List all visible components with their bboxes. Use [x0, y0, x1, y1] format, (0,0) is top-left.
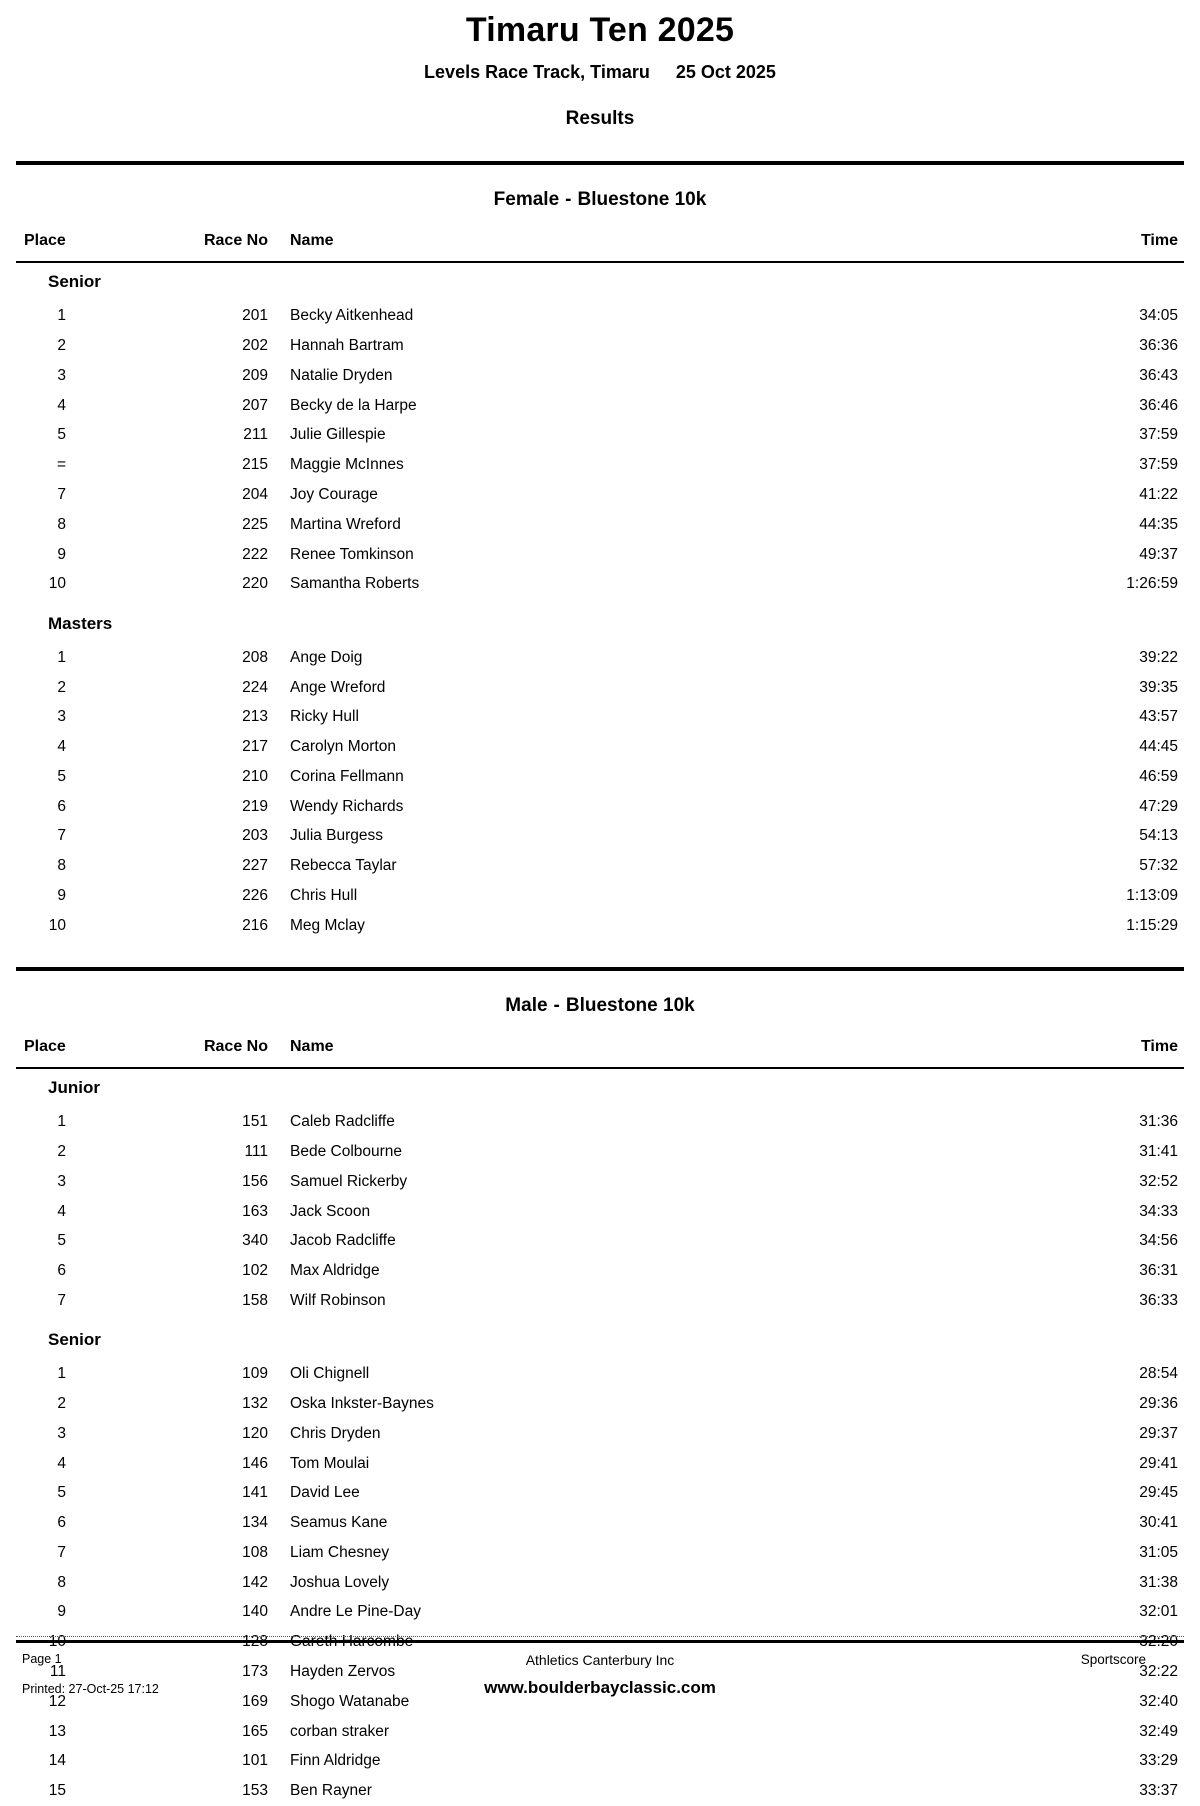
table-row — [16, 1419, 1184, 1449]
cell-time: 57:32 — [1139, 857, 1178, 875]
cell-race-no: 102 — [242, 1262, 268, 1280]
cell-name: Seamus Kane — [290, 1514, 388, 1532]
cell-time: 33:29 — [1139, 1752, 1178, 1770]
grade-label: Senior — [48, 1330, 101, 1350]
grade-heading-row — [16, 1069, 1184, 1108]
page-title: Timaru Ten 2025 — [465, 11, 735, 49]
cell-race-no: 134 — [242, 1514, 268, 1532]
table-row — [16, 421, 1184, 451]
table-row — [16, 1167, 1184, 1197]
cell-place: 3 — [57, 708, 66, 726]
column-header-name: Name — [290, 231, 334, 249]
cell-name: Chris Hull — [290, 887, 358, 905]
table-row — [16, 332, 1184, 362]
cell-name: Oli Chignell — [290, 1365, 370, 1383]
page-footer — [16, 1636, 1184, 1714]
table-row — [16, 762, 1184, 792]
cell-place: 4 — [57, 1202, 66, 1220]
grade-label: Senior — [48, 272, 101, 292]
cell-name: Samuel Rickerby — [290, 1172, 408, 1190]
cell-time: 29:37 — [1139, 1424, 1178, 1442]
table-row — [16, 822, 1184, 852]
cell-name: Joshua Lovely — [290, 1573, 390, 1591]
cell-name: Martina Wreford — [290, 515, 401, 533]
cell-time: 49:37 — [1139, 545, 1178, 563]
grade-label: Junior — [48, 1077, 100, 1097]
cell-time: 32:40 — [1139, 1692, 1178, 1710]
cell-place: 7 — [57, 486, 66, 504]
section-title-dash: - — [565, 189, 572, 211]
cell-race-no: 216 — [242, 916, 268, 934]
table-row — [16, 361, 1184, 391]
table-row — [16, 792, 1184, 822]
venue-date-line — [16, 62, 1184, 84]
cell-name: Liam Chesney — [290, 1543, 390, 1561]
cell-race-no: 151 — [242, 1113, 268, 1131]
cell-race-no: 222 — [242, 545, 268, 563]
document-masthead — [16, 0, 1184, 131]
cell-time: 36:33 — [1139, 1291, 1178, 1309]
cell-name: Max Aldridge — [290, 1262, 380, 1280]
cell-time: 31:41 — [1139, 1142, 1178, 1160]
cell-place: 11 — [49, 1663, 66, 1681]
cell-place: 2 — [57, 678, 66, 696]
cell-name: Maggie McInnes — [290, 456, 404, 474]
cell-place: 3 — [57, 366, 66, 384]
table-row — [16, 1538, 1184, 1568]
cell-time: 36:43 — [1139, 366, 1178, 384]
table-row — [16, 302, 1184, 332]
cell-name: Finn Aldridge — [290, 1752, 381, 1770]
cell-place: 9 — [57, 1603, 66, 1621]
column-header-name: Name — [290, 1037, 334, 1055]
cell-race-no: 169 — [242, 1692, 268, 1710]
cell-place: 7 — [57, 827, 66, 845]
footer-dotted-divider — [16, 1636, 1184, 1637]
table-row — [16, 1360, 1184, 1390]
cell-place: 5 — [57, 1232, 66, 1250]
cell-name: Ricky Hull — [290, 708, 359, 726]
cell-place: 7 — [57, 1291, 66, 1309]
table-row — [16, 451, 1184, 481]
cell-time: 34:56 — [1139, 1232, 1178, 1250]
cell-place: 15 — [48, 1782, 66, 1800]
cell-name: Carolyn Morton — [290, 738, 396, 756]
cell-race-no: 140 — [242, 1603, 268, 1621]
cell-time: 36:36 — [1139, 337, 1178, 355]
cell-place: 5 — [57, 1484, 66, 1502]
cell-place: 4 — [57, 738, 66, 756]
table-row — [16, 510, 1184, 540]
cell-race-no: 120 — [242, 1424, 268, 1442]
table-row — [16, 1747, 1184, 1777]
cell-place: = — [56, 456, 66, 474]
cell-race-no: 219 — [242, 797, 268, 815]
column-header-race-no: Race No — [203, 1037, 268, 1055]
cell-race-no: 207 — [242, 396, 268, 414]
cell-name: Ange Doig — [290, 648, 363, 666]
cell-place: 6 — [57, 1514, 66, 1532]
grade-heading-row — [16, 600, 1184, 644]
cell-place: 12 — [48, 1692, 66, 1710]
column-header-time: Time — [1140, 231, 1178, 249]
cell-name: Chris Dryden — [290, 1424, 381, 1442]
cell-race-no: 224 — [242, 678, 268, 696]
cell-name: Becky Aitkenhead — [290, 307, 414, 325]
table-row — [16, 1137, 1184, 1167]
table-row — [16, 480, 1184, 510]
cell-race-no: 340 — [242, 1232, 268, 1250]
cell-race-no: 211 — [243, 426, 268, 444]
cell-race-no: 210 — [242, 767, 268, 785]
website-url: www.boulderbayclassic.com — [484, 1678, 716, 1697]
cell-name: Julie Gillespie — [290, 426, 386, 444]
cell-race-no: 215 — [242, 456, 268, 474]
cell-name: corban straker — [290, 1722, 390, 1740]
table-row — [16, 540, 1184, 570]
section-title — [16, 995, 1184, 1018]
results-sections — [16, 189, 1184, 1806]
cell-time: 44:35 — [1139, 515, 1178, 533]
table-row — [16, 570, 1184, 600]
cell-time: 41:22 — [1139, 486, 1178, 504]
venue-label: Levels Race Track, Timaru — [424, 61, 650, 82]
cell-time: 39:22 — [1139, 648, 1178, 666]
cell-place: 7 — [57, 1543, 66, 1561]
cell-place: 5 — [57, 426, 66, 444]
organisation-name: Athletics Canterbury Inc — [525, 1652, 675, 1668]
cell-race-no: 158 — [242, 1291, 268, 1309]
cell-time: 43:57 — [1139, 708, 1178, 726]
printed-timestamp: Printed: 27-Oct-25 17:12 — [22, 1682, 159, 1696]
cell-name: Wilf Robinson — [290, 1291, 386, 1309]
cell-race-no: 163 — [242, 1202, 268, 1220]
cell-race-no: 208 — [242, 648, 268, 666]
cell-time: 34:05 — [1139, 307, 1178, 325]
cell-time: 31:38 — [1139, 1573, 1178, 1591]
section-event: Bluestone 10k — [565, 994, 695, 1016]
cell-time: 54:13 — [1139, 827, 1178, 845]
table-row — [16, 1568, 1184, 1598]
cell-name: Renee Tomkinson — [290, 545, 414, 563]
cell-race-no: 202 — [242, 337, 268, 355]
software-vendor: Sportscore — [1080, 1652, 1146, 1667]
cell-place: 6 — [57, 797, 66, 815]
grade-heading-row — [16, 1316, 1184, 1360]
cell-name: Hayden Zervos — [290, 1663, 396, 1681]
cell-name: David Lee — [290, 1484, 360, 1502]
cell-name: Becky de la Harpe — [290, 396, 417, 414]
grade-heading-row — [16, 263, 1184, 302]
cell-time: 47:29 — [1139, 797, 1178, 815]
cell-name: Wendy Richards — [290, 797, 404, 815]
cell-race-no: 225 — [242, 515, 268, 533]
cell-name: Meg Mclay — [290, 916, 365, 934]
cell-time: 32:22 — [1139, 1663, 1178, 1681]
cell-race-no: 156 — [242, 1172, 268, 1190]
cell-race-no: 213 — [242, 708, 268, 726]
section-gender: Male — [505, 994, 548, 1016]
cell-place: 5 — [57, 767, 66, 785]
cell-name: Oska Inkster-Baynes — [290, 1395, 434, 1412]
cell-place: 2 — [57, 1395, 66, 1412]
cell-race-no: 132 — [242, 1395, 268, 1412]
cell-time: 44:45 — [1139, 738, 1178, 756]
results-table — [16, 231, 1184, 256]
cell-time: 1:26:59 — [1126, 575, 1178, 593]
cell-name: Joy Courage — [290, 486, 378, 504]
cell-time: 1:15:29 — [1126, 916, 1178, 934]
cell-race-no: 203 — [242, 827, 268, 845]
table-row — [16, 673, 1184, 703]
cell-name: Caleb Radcliffe — [290, 1113, 395, 1131]
cell-name: Shogo Watanabe — [290, 1692, 410, 1710]
grade-label: Masters — [48, 613, 113, 633]
cell-place: 8 — [57, 857, 66, 875]
cell-race-no: 220 — [242, 575, 268, 593]
table-row — [16, 1256, 1184, 1286]
cell-race-no: 173 — [242, 1663, 268, 1681]
cell-time: 36:46 — [1139, 396, 1178, 414]
table-row — [16, 703, 1184, 733]
cell-race-no: 141 — [242, 1484, 268, 1502]
results-body-table — [16, 263, 1184, 941]
table-row — [16, 733, 1184, 763]
page-number: Page 1 — [22, 1652, 62, 1666]
cell-time: 34:33 — [1139, 1202, 1178, 1220]
cell-name: Andre Le Pine-Day — [290, 1603, 421, 1621]
table-row — [16, 391, 1184, 421]
cell-race-no: 217 — [242, 738, 268, 756]
section-title-dash: - — [553, 994, 560, 1016]
cell-place: 8 — [57, 1573, 66, 1591]
cell-place: 9 — [57, 545, 66, 563]
cell-name: Ben Rayner — [290, 1782, 372, 1800]
cell-place: 10 — [48, 575, 66, 593]
cell-name: Gareth Harcombe — [290, 1633, 414, 1651]
cell-time: 31:05 — [1139, 1543, 1178, 1561]
cell-time: 31:36 — [1139, 1113, 1178, 1131]
cell-place: 8 — [57, 515, 66, 533]
cell-time: 37:59 — [1139, 426, 1178, 444]
cell-time: 37:59 — [1139, 456, 1178, 474]
table-header-row — [16, 231, 1184, 256]
cell-place: 1 — [57, 307, 66, 325]
column-header-race-no: Race No — [203, 231, 268, 249]
cell-race-no: 226 — [242, 887, 268, 905]
column-header-place: Place — [24, 231, 66, 249]
cell-place: 1 — [57, 648, 66, 666]
cell-time: 1:13:09 — [1126, 887, 1178, 905]
footer-divider — [16, 1640, 1184, 1643]
section-divider — [16, 967, 1184, 971]
cell-time: 32:52 — [1139, 1172, 1178, 1190]
cell-time: 46:59 — [1139, 767, 1178, 785]
cell-time: 33:37 — [1139, 1782, 1178, 1800]
cell-name: Natalie Dryden — [290, 366, 393, 384]
table-row — [16, 1509, 1184, 1539]
table-row — [16, 1286, 1184, 1316]
cell-place: 14 — [48, 1752, 66, 1770]
results-table — [16, 1037, 1184, 1062]
column-header-place: Place — [24, 1037, 66, 1055]
table-row — [16, 1717, 1184, 1747]
cell-time: 29:41 — [1139, 1454, 1178, 1472]
cell-time: 30:41 — [1139, 1514, 1178, 1532]
cell-place: 4 — [57, 396, 66, 414]
cell-place: 2 — [57, 337, 66, 355]
table-row — [16, 1479, 1184, 1509]
cell-race-no: 227 — [242, 857, 268, 875]
cell-race-no: 108 — [242, 1543, 268, 1561]
cell-time: 32:20 — [1139, 1633, 1178, 1651]
document-type-label: Results — [565, 108, 635, 130]
cell-place: 9 — [57, 887, 66, 905]
cell-place: 10 — [48, 1633, 66, 1651]
cell-race-no: 153 — [242, 1782, 268, 1800]
cell-time: 39:35 — [1139, 678, 1178, 696]
cell-name: Corina Fellmann — [290, 767, 404, 785]
footer-content — [16, 1652, 1184, 1714]
table-row — [16, 1227, 1184, 1257]
table-row — [16, 911, 1184, 941]
table-row — [16, 643, 1184, 673]
cell-race-no: 109 — [242, 1365, 268, 1383]
cell-place: 6 — [57, 1262, 66, 1280]
cell-race-no: 146 — [242, 1454, 268, 1472]
cell-place: 3 — [57, 1424, 66, 1442]
cell-place: 10 — [48, 916, 66, 934]
table-row — [16, 1108, 1184, 1138]
cell-name: Hannah Bartram — [290, 337, 404, 355]
masthead-divider — [16, 161, 1184, 165]
table-header-row — [16, 1037, 1184, 1062]
table-row — [16, 1777, 1184, 1806]
cell-name: Julia Burgess — [290, 827, 384, 845]
cell-name: Jack Scoon — [290, 1202, 371, 1220]
cell-place: 2 — [57, 1142, 66, 1160]
cell-time: 29:45 — [1139, 1484, 1178, 1502]
cell-place: 1 — [57, 1113, 66, 1131]
cell-name: Samantha Roberts — [290, 575, 420, 593]
cell-race-no: 201 — [242, 307, 268, 325]
cell-race-no: 209 — [242, 366, 268, 384]
table-row — [16, 1598, 1184, 1628]
cell-time: 32:01 — [1139, 1603, 1178, 1621]
table-row — [16, 852, 1184, 882]
table-row — [16, 1449, 1184, 1479]
section-event: Bluestone 10k — [577, 189, 707, 211]
cell-race-no: 101 — [242, 1752, 268, 1770]
cell-name: Bede Colbourne — [290, 1142, 403, 1160]
cell-name: Rebecca Taylar — [290, 857, 397, 875]
table-row — [16, 1389, 1184, 1419]
table-row — [16, 1197, 1184, 1227]
cell-race-no: 111 — [244, 1142, 268, 1160]
cell-race-no: 204 — [242, 486, 268, 504]
section-title — [16, 189, 1184, 212]
race-date: 25 Oct 2025 — [675, 61, 776, 82]
cell-name: Jacob Radcliffe — [290, 1232, 396, 1250]
cell-place: 1 — [57, 1365, 66, 1383]
table-row — [16, 881, 1184, 911]
cell-place: 3 — [57, 1172, 66, 1190]
cell-place: 13 — [48, 1722, 66, 1740]
cell-race-no: 165 — [242, 1722, 268, 1740]
column-header-time: Time — [1140, 1037, 1178, 1055]
cell-race-no: 142 — [242, 1573, 268, 1591]
cell-time: 29:36 — [1139, 1395, 1178, 1412]
cell-name: Tom Moulai — [290, 1454, 370, 1472]
cell-time: 28:54 — [1139, 1365, 1178, 1383]
section-gender: Female — [493, 189, 560, 211]
cell-place: 4 — [57, 1454, 66, 1472]
cell-name: Ange Wreford — [290, 678, 386, 696]
cell-time: 36:31 — [1139, 1262, 1178, 1280]
cell-time: 32:49 — [1139, 1722, 1178, 1740]
cell-race-no: 128 — [242, 1633, 268, 1651]
